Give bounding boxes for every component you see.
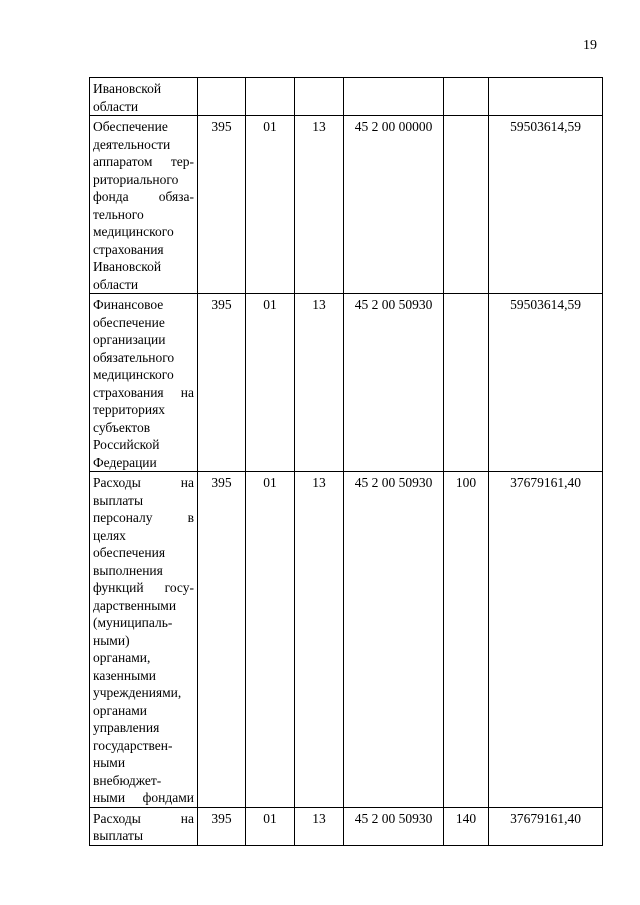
amount-cell: 37679161,40 <box>489 807 603 845</box>
table-row <box>90 807 603 845</box>
subsection-code-cell <box>295 78 344 116</box>
expense-name-line: тельного <box>93 206 144 222</box>
subsection-code-cell: 13 <box>295 807 344 845</box>
expense-name-line: ными <box>93 755 126 770</box>
expense-name-line: дарственными <box>93 597 177 613</box>
expense-name-cell <box>90 116 198 294</box>
expense-name-line: страхования <box>93 241 164 257</box>
expense-name-line: риториального <box>93 171 179 187</box>
table-row <box>90 78 603 116</box>
expense-type-cell: 140 <box>444 807 489 845</box>
expense-name-line: медицинского <box>93 224 174 239</box>
expense-name-line: аппаратом тер- <box>93 154 194 169</box>
expense-name-line: внебюджет- <box>93 772 162 788</box>
expense-name-line: персоналу в <box>93 510 194 525</box>
expense-name-cell <box>90 807 198 845</box>
expense-name-line: управления <box>93 720 160 735</box>
expense-name-line: государствен- <box>93 737 173 753</box>
expense-name-line: выполнения <box>93 562 163 578</box>
expense-name-line: Ивановской <box>93 259 162 274</box>
expense-name-line: медицинского <box>93 367 174 382</box>
expense-name-line: Финансовое <box>93 297 164 312</box>
expense-name-line: Российской <box>93 437 160 452</box>
section-code-cell: 01 <box>246 807 295 845</box>
expense-name-line: Расходы на <box>93 475 194 490</box>
section-code-cell: 01 <box>246 294 295 472</box>
amount-cell <box>489 78 603 116</box>
expense-name-line: Ивановской <box>93 81 162 96</box>
table-row <box>90 294 603 472</box>
expense-name-line: обеспечение <box>93 314 165 330</box>
admin-code-cell: 395 <box>198 294 246 472</box>
section-code-cell: 01 <box>246 472 295 808</box>
expense-type-cell <box>444 116 489 294</box>
target-code-cell: 45 2 00 50930 <box>344 472 444 808</box>
expense-type-cell: 100 <box>444 472 489 808</box>
expense-name-line: казенными <box>93 667 156 683</box>
admin-code-cell: 395 <box>198 116 246 294</box>
expense-name-line: организации <box>93 332 166 347</box>
expense-name-line: Федерации <box>93 454 157 470</box>
table-body <box>90 78 603 846</box>
expense-type-cell <box>444 294 489 472</box>
expense-name-cell <box>90 472 198 808</box>
expense-name-line: целях <box>93 527 126 543</box>
table-row <box>90 116 603 294</box>
subsection-code-cell: 13 <box>295 116 344 294</box>
section-code-cell: 01 <box>246 116 295 294</box>
expense-name-line: выплаты <box>93 492 144 508</box>
target-code-cell <box>344 78 444 116</box>
subsection-code-cell: 13 <box>295 472 344 808</box>
expense-name-line: органами, <box>93 650 151 665</box>
target-code-cell: 45 2 00 50930 <box>344 807 444 845</box>
expense-name-line: обязательного <box>93 349 175 365</box>
expense-name-line: Расходы на <box>93 810 194 826</box>
expense-name-line: области <box>93 98 139 114</box>
expense-name-line: учреждениями, <box>93 685 182 700</box>
expense-name-line: фонда обяза- <box>93 189 194 204</box>
expense-name-cell <box>90 294 198 472</box>
expense-name-line: страхования на <box>93 384 194 400</box>
table-row <box>90 472 603 808</box>
expense-name-line: обеспечения <box>93 545 166 560</box>
expense-name-line: субъектов <box>93 419 151 435</box>
expense-type-cell <box>444 78 489 116</box>
expense-name-line: ными фондами <box>93 790 194 805</box>
admin-code-cell: 395 <box>198 807 246 845</box>
expense-name-line: органами <box>93 702 148 718</box>
amount-cell: 37679161,40 <box>489 472 603 808</box>
expense-name-line: выплаты <box>93 828 144 843</box>
expense-name-line: области <box>93 276 139 292</box>
amount-cell: 59503614,59 <box>489 294 603 472</box>
subsection-code-cell: 13 <box>295 294 344 472</box>
page-number: 19 <box>583 38 597 53</box>
expense-name-line: (муниципаль- <box>93 615 173 630</box>
target-code-cell: 45 2 00 00000 <box>344 116 444 294</box>
target-code-cell: 45 2 00 50930 <box>344 294 444 472</box>
expense-name-line: территориях <box>93 402 166 417</box>
amount-cell: 59503614,59 <box>489 116 603 294</box>
expense-name-line: ными) <box>93 632 130 648</box>
admin-code-cell <box>198 78 246 116</box>
expense-name-line: деятельности <box>93 136 171 152</box>
expense-name-line: функций госу- <box>93 580 194 595</box>
section-code-cell <box>246 78 295 116</box>
budget-table <box>89 77 603 846</box>
admin-code-cell: 395 <box>198 472 246 808</box>
expense-name-cell <box>90 78 198 116</box>
expense-name-line: Обеспечение <box>93 119 168 134</box>
